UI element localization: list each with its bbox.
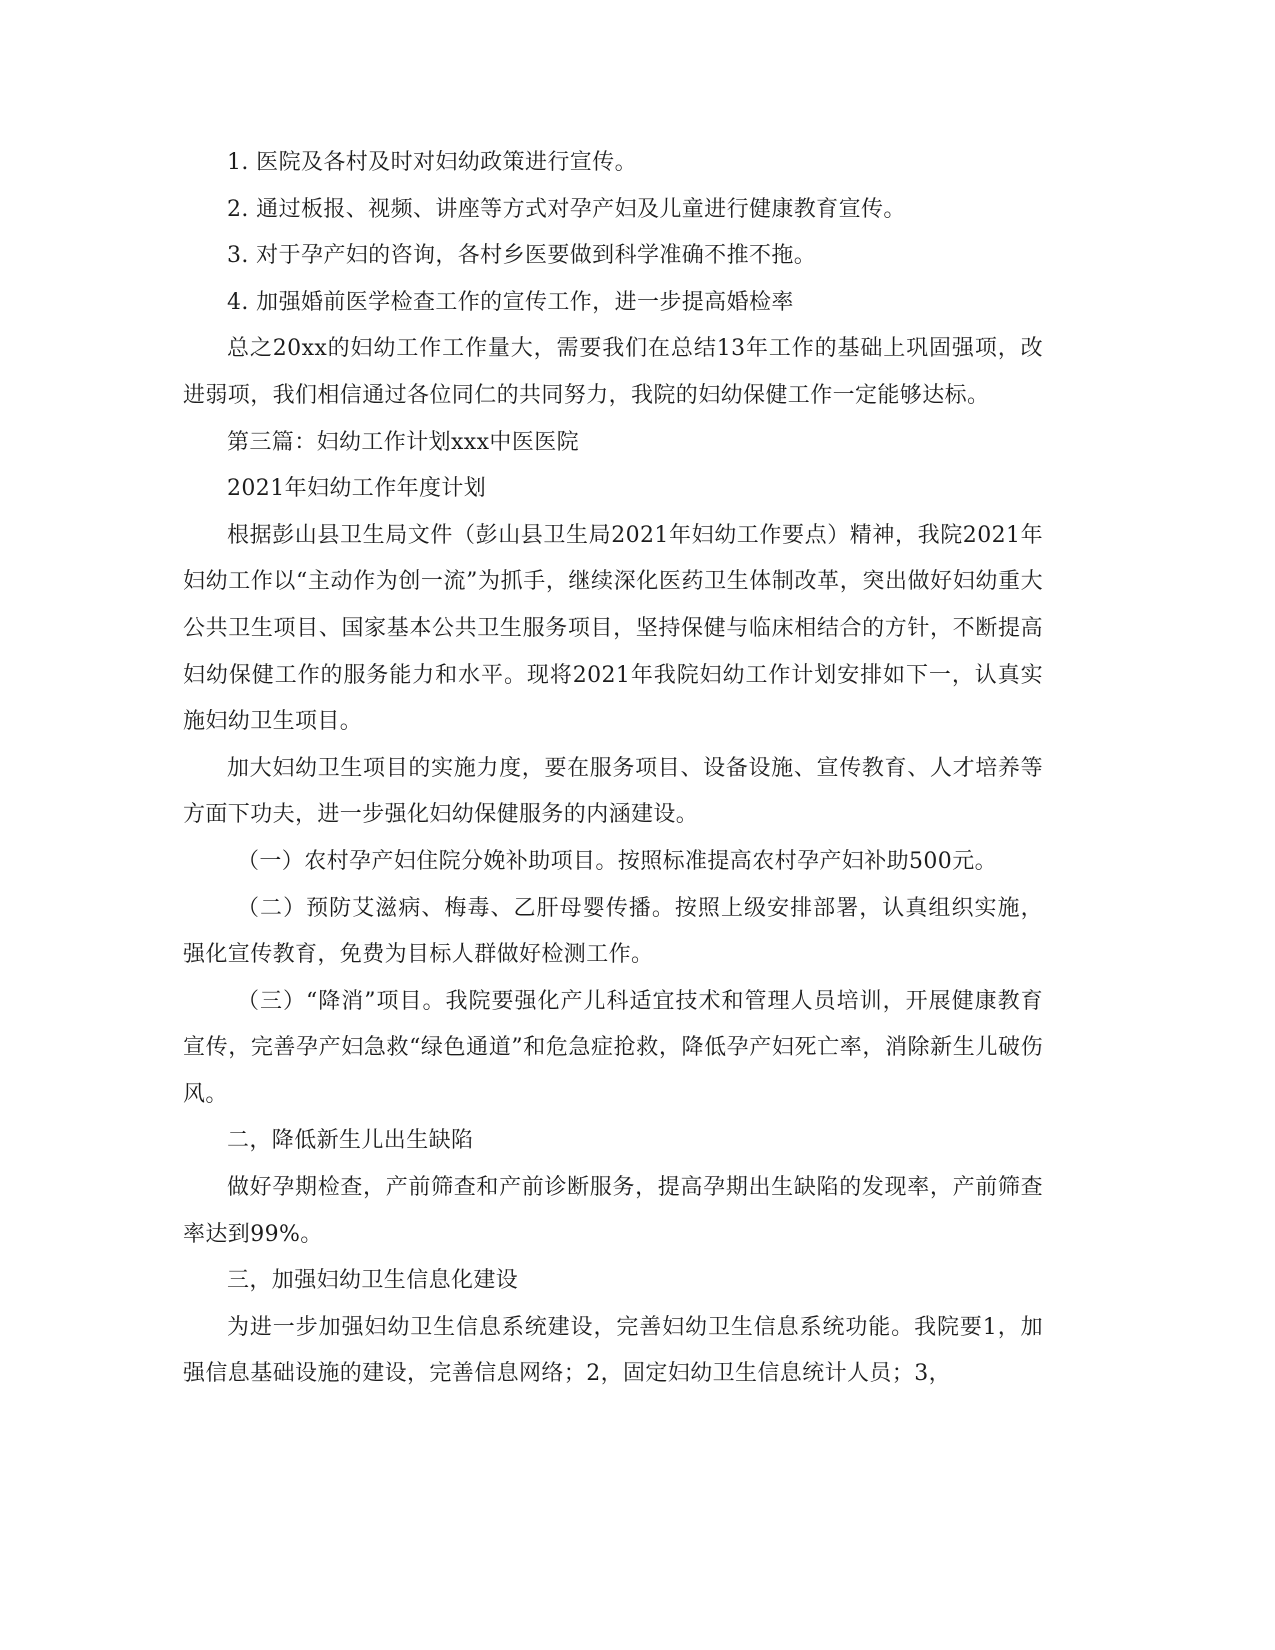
plan-title: 2021年妇幼工作年度计划 bbox=[227, 476, 487, 502]
document-body bbox=[183, 140, 1043, 1398]
section-three-paragraph: 为进一步加强妇幼卫生信息系统建设，完善妇幼卫生信息系统功能。我院要1，加强信息基础设施的建设，完善信息网络；2，固定妇幼卫生信息统计人员；3， bbox=[183, 1314, 1043, 1387]
list-item-2: 2. 通过板报、视频、讲座等方式对孕产妇及儿童进行健康教育宣传。 bbox=[227, 196, 906, 222]
list-item-3: 3. 对于孕产妇的咨询，各村乡医要做到科学准确不推不拖。 bbox=[227, 243, 817, 269]
list-item-4: 4. 加强婚前医学检查工作的宣传工作，进一步提高婚检率 bbox=[227, 289, 794, 315]
project-item-1: （一）农村孕产妇住院分娩补助项目。按照标准提高农村孕产妇补助500元。 bbox=[237, 848, 997, 874]
project-item-2: （二）预防艾滋病、梅毒、乙肝母婴传播。按照上级安排部署，认真组织实施，强化宣传教育，免费为目标人群做好检测工作。 bbox=[183, 895, 1043, 968]
list-item-1: 1. 医院及各村及时对妇幼政策进行宣传。 bbox=[227, 150, 637, 175]
project-item-3: （三）“降消”项目。我院要强化产儿科适宜技术和管理人员培训，开展健康教育宣传，完善孕产妇急救“绿色通道”和危急症抢救，降低孕产妇死亡率，消除新生儿破伤风。 bbox=[183, 988, 1043, 1107]
section-two-paragraph: 做好孕期检查，产前筛查和产前诊断服务，提高孕期出生缺陷的发现率，产前筛查率达到99%。 bbox=[183, 1175, 1043, 1247]
section-heading-two: 二，降低新生儿出生缺陷 bbox=[227, 1128, 474, 1154]
summary-paragraph: 总之20xx的妇幼工作工作量大，需要我们在总结13年工作的基础上巩固强项，改进弱项，我们相信通过各位同仁的共同努力，我院的妇幼保健工作一定能够达标。 bbox=[183, 336, 1043, 408]
section-heading-part-three: 第三篇：妇幼工作计划xxx中医医院 bbox=[227, 429, 580, 455]
section-heading-three: 三，加强妇幼卫生信息化建设 bbox=[227, 1268, 519, 1294]
intro-paragraph: 根据彭山县卫生局文件（彭山县卫生局2021年妇幼工作要点）精神，我院2021年妇幼工作以“主动作为创一流”为抓手，继续深化医药卫生体制改革，突出做好妇幼重大公共卫生项目、国家基本公共卫生服务项目，坚持保健与临床相结合的方针，不断提高妇幼保健工作的服务能力和水平。现将2021年我院妇幼工作计划安排如下一，认真实施妇幼卫生项目。 bbox=[183, 522, 1043, 735]
project-overview-paragraph: 加大妇幼卫生项目的实施力度，要在服务项目、设备设施、宣传教育、人才培养等方面下功夫，进一步强化妇幼保健服务的内涵建设。 bbox=[183, 755, 1043, 828]
